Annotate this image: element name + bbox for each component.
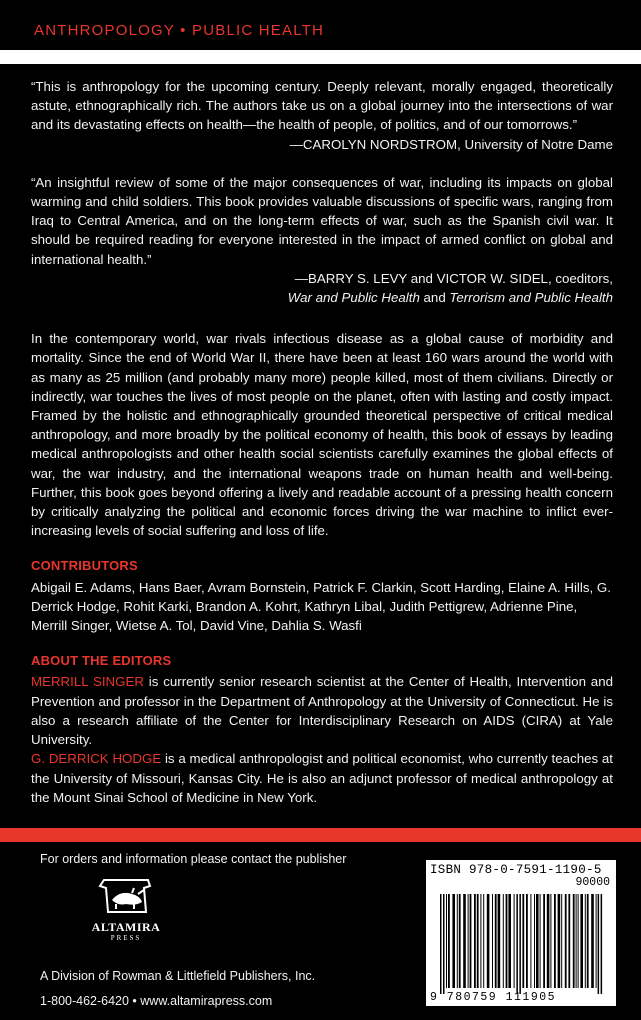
editor-bio-text: is currently senior research scientist at the Center of Health, Intervention and Prevention and professor in the Department of Anthropology at the University of Connecticut. He is also a research affiliate of the Center for Interdisciplinary Research on AIDS (CIRA) at Yale University.: [31, 674, 613, 748]
barcode-bar: [457, 894, 458, 988]
contributors-list: Abigail E. Adams, Hans Baer, Avram Bornstein, Patrick F. Clarkin, Scott Harding, Elaine A. Hills, G. Derrick Hodge, Rohit Karki, Brandon A. Kohrt, Kathryn Libal, Judith Pettigrew, Adrienne Pine, Merrill Singer, Wietse A. Tol, David Vine, Dahlia S. Wasfi: [31, 579, 611, 634]
barcode-bar: [480, 894, 481, 988]
logo-wordmark: ALTAMIRA: [91, 920, 161, 934]
editor-name: MERRILL SINGER: [31, 674, 144, 690]
barcode-bar: [470, 894, 472, 988]
quote-text: “This is anthropology for the upcoming century. Deeply relevant, morally engaged, theoretically astute, ethnographically rich. The authors take us on a global journey into the intersections of war and its devastating effects on health—the health of people, of politics, and of our tomorrows.”: [31, 79, 613, 133]
barcode-bar: [585, 894, 586, 988]
barcode: [426, 860, 616, 1006]
barcode-bar: [452, 894, 455, 988]
barcode-bar: [568, 894, 570, 988]
barcode-bar: [561, 894, 562, 988]
barcode-bar: [540, 894, 541, 988]
barcode-bar: [596, 894, 597, 988]
barcode-bar: [547, 894, 550, 988]
barcode-bar: [440, 894, 442, 994]
editors-heading: ABOUT THE EDITORS: [31, 653, 172, 669]
barcode-bar: [543, 894, 545, 988]
editor-bio: [31, 749, 613, 807]
barcode-bar: [591, 894, 594, 988]
price-code: 90000: [575, 876, 610, 889]
barcode-bar: [516, 894, 518, 994]
category-label: ANTHROPOLOGY • PUBLIC HEALTH: [34, 22, 325, 39]
barcode-bar: [492, 894, 493, 988]
barcode-bar: [558, 894, 561, 988]
barcode-bar: [468, 894, 469, 988]
bull-icon: [86, 876, 166, 920]
publisher-contact: 1-800-462-6420 • www.altamirapress.com: [40, 994, 273, 1008]
review-quote-2: [31, 173, 613, 307]
barcode-bar: [487, 894, 490, 988]
barcode-bar: [503, 894, 504, 988]
book-title: Terrorism and Public Health: [449, 290, 613, 306]
contact-line: For orders and information please contact the publisher: [40, 852, 347, 866]
barcode-bar: [554, 894, 556, 988]
barcode-bars: [426, 860, 616, 1006]
barcode-bar: [463, 894, 466, 988]
contributors-heading: CONTRIBUTORS: [31, 558, 138, 574]
red-stripe: [0, 828, 641, 842]
isbn-number: ISBN 978-0-7591-1190-5: [430, 863, 602, 877]
barcode-bar: [506, 894, 508, 988]
barcode-bar: [578, 894, 579, 988]
ean-number: 9 780759 111905: [430, 991, 557, 1004]
book-title: War and Public Health: [287, 290, 420, 306]
barcode-bar: [526, 894, 528, 988]
quote-attribution: —BARRY S. LEVY and VICTOR W. SIDEL, coeditors,: [294, 270, 613, 286]
quote-attribution: —CAROLYN NORDSTROM, University of Notre Dame: [289, 136, 613, 152]
white-band: [0, 50, 641, 64]
barcode-bar: [508, 894, 511, 988]
barcode-bar: [576, 894, 577, 988]
book-conjunction: and: [419, 290, 450, 306]
barcode-bar: [446, 894, 447, 988]
barcode-bar: [474, 894, 476, 988]
publisher-logo: [86, 876, 166, 942]
barcode-bar: [483, 894, 484, 988]
review-quote-1: [31, 77, 613, 154]
barcode-bar: [565, 894, 567, 988]
barcode-bar: [448, 894, 450, 988]
barcode-bar: [587, 894, 589, 988]
back-cover-content: [31, 77, 613, 807]
barcode-bar: [598, 894, 600, 994]
barcode-bar: [519, 894, 521, 994]
publisher-division: A Division of Rowman & Littlefield Publishers, Inc.: [40, 969, 316, 983]
barcode-bar: [534, 894, 535, 988]
editor-name: G. DERRICK HODGE: [31, 751, 162, 767]
barcode-bar: [522, 894, 524, 988]
book-description: In the contemporary world, war rivals infectious disease as a global cause of morbidity and mortality. Since the end of World War II, there have been at least 160 wars around the world with as many as 25 million (and probably many more) people killed, most of them civilians. Directly or indirectly, war touches the lives of most people on the planet, often with lasting and costly impact. Framed by the holistic and ethnographically grounded theoretical perspective of critical medical anthropology, and more broadly by the political economy of health, this book of essays by leading medical anthropologists and other health social scientists carefully examines the global effects of war, the war industry, and the international weapons trade on human health and well-being. Further, this book goes beyond offering a lively and readable account of a pressing health concern by critically analyzing the political and economic forces driving the war machine to inflict ever-increasing levels of social suffering and loss of life.: [31, 331, 613, 539]
barcode-bar: [536, 894, 539, 988]
barcode-bar: [514, 894, 515, 988]
barcode-bar: [530, 894, 531, 988]
barcode-bar: [495, 894, 497, 988]
barcode-bar: [459, 894, 461, 988]
barcode-bar: [573, 894, 575, 988]
barcode-bar: [580, 894, 583, 988]
quote-books: [31, 288, 613, 307]
barcode-bar: [601, 894, 603, 994]
barcode-bar: [443, 894, 445, 994]
top-bar: [0, 0, 641, 52]
barcode-bar: [550, 894, 551, 988]
barcode-bar: [477, 894, 479, 988]
editor-bio: [31, 672, 613, 749]
logo-press: PRESS: [110, 934, 142, 942]
editor-bio-text: is a medical anthropologist and political economist, who currently teaches at the University of Missouri, Kansas City. He is also an adjunct professor of medical anthropology at the Mount Sinai School of Medicine in New York.: [31, 751, 613, 805]
barcode-bar: [498, 894, 501, 988]
quote-text: “An insightful review of some of the major consequences of war, including its impacts on global warming and child soldiers. This book provides valuable discussions of specific wars, ranging from Iraq to Central America, and on the long-term effects of war, such as the Spanish civil war. It should be required reading for everyone interested in the impact of armed conflict on global and international health.”: [31, 174, 613, 267]
